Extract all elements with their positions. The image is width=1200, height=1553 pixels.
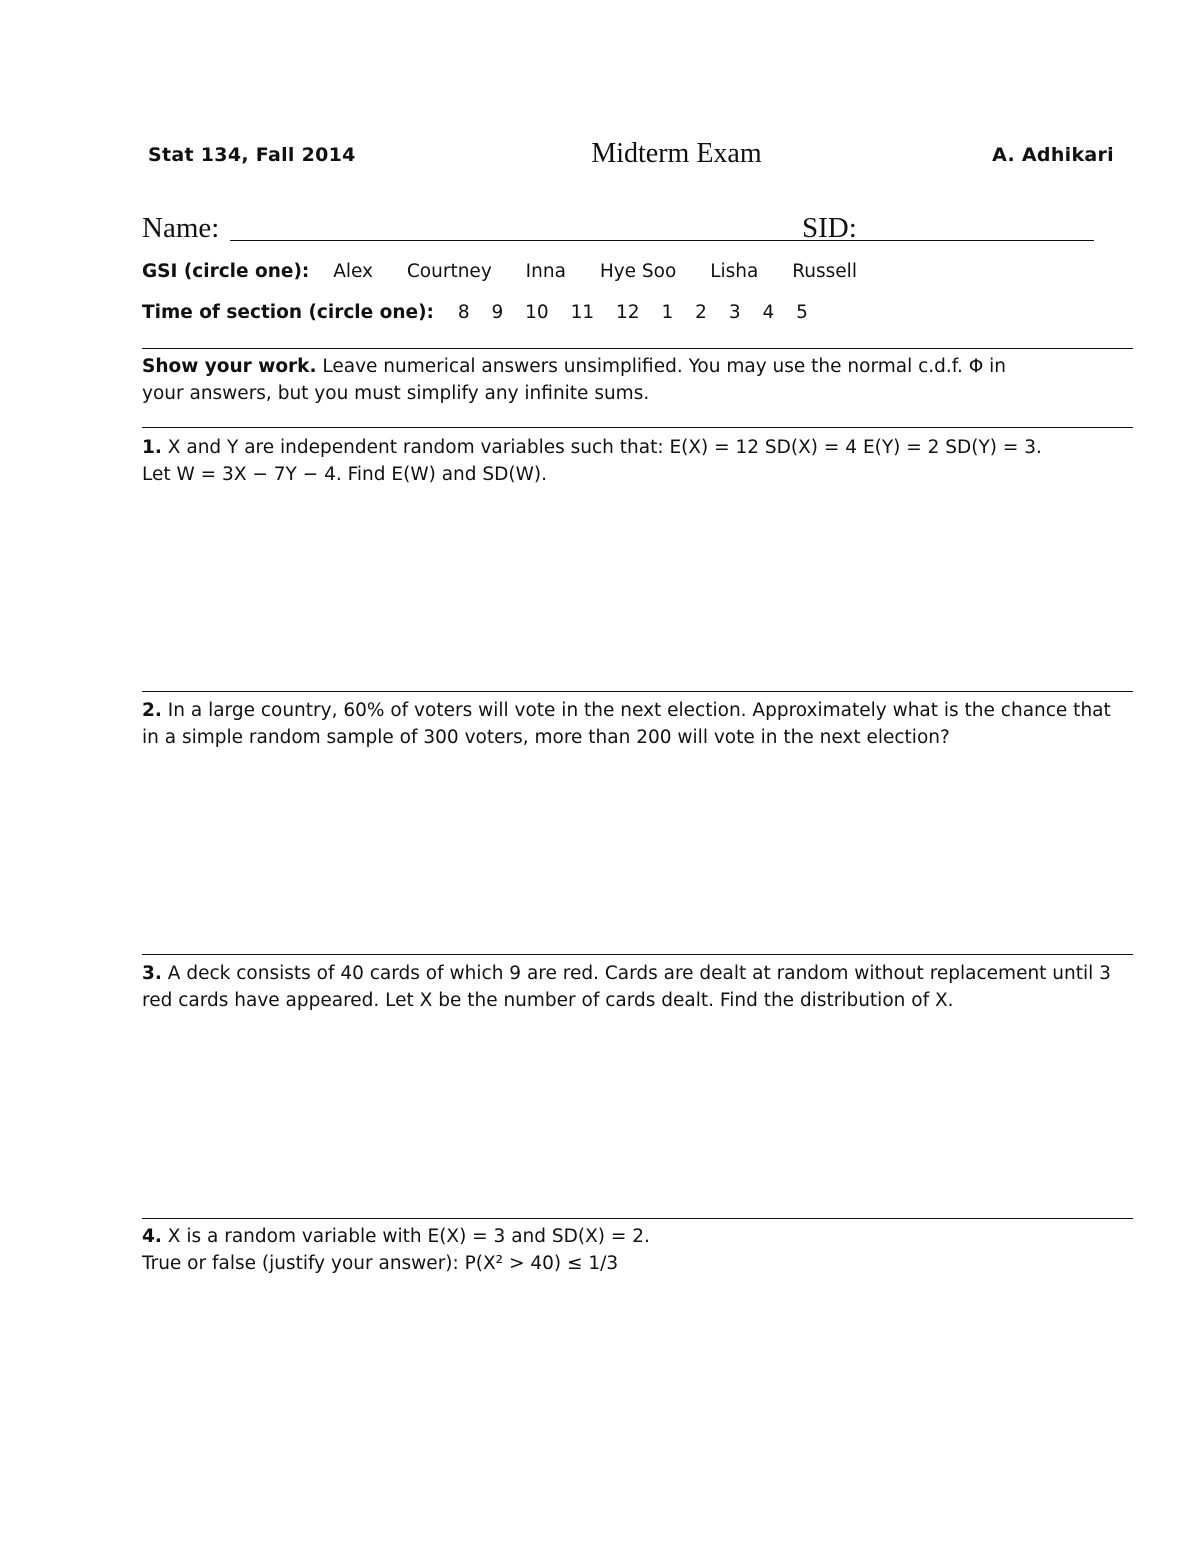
instructions-text-2: your answers, but you must simplify any infinite sums. <box>142 383 650 404</box>
question-4-text-2: True or false (justify your answer): P(X² > 40) ≤ 1/3 <box>142 1253 619 1274</box>
section-time-label: Time of section (circle one): <box>142 302 434 323</box>
divider <box>142 427 1133 428</box>
question-4 <box>142 1223 1133 1277</box>
exam-title: Midterm Exam <box>591 138 762 169</box>
question-4-text-1: X is a random variable with E(X) = 3 and SD(X) = 2. <box>167 1226 650 1247</box>
section-time-option[interactable]: 11 <box>570 302 595 323</box>
answer-area-2[interactable] <box>142 758 1133 943</box>
sid-label: SID: <box>802 212 857 244</box>
divider <box>142 1218 1133 1219</box>
section-time-option[interactable]: 5 <box>796 302 808 323</box>
section-time-option[interactable]: 9 <box>491 302 504 323</box>
sid-field[interactable] <box>872 240 1094 241</box>
gsi-option-russell[interactable]: Russell <box>792 261 857 282</box>
instructions-text-1: Leave numerical answers unsimplified. You may use the normal c.d.f. Φ in <box>322 356 1007 377</box>
instructor-name: A. Adhikari <box>992 144 1114 166</box>
question-1-text-1: X and Y are independent random variables such that: E(X) = 12 SD(X) = 4 E(Y) = 2 SD(Y) = 3. <box>167 437 1042 458</box>
instructions-bold: Show your work. <box>142 356 317 377</box>
divider <box>142 348 1133 349</box>
question-number: 2. <box>142 700 162 721</box>
section-time-option[interactable]: 2 <box>695 302 707 323</box>
question-number: 1. <box>142 437 162 458</box>
divider <box>142 691 1133 692</box>
section-time-option[interactable]: 8 <box>457 302 470 323</box>
question-1-text-2: Let W = 3X − 7Y − 4. Find E(W) and SD(W). <box>142 464 547 485</box>
section-time-option[interactable]: 4 <box>762 302 775 323</box>
section-time-option[interactable]: 1 <box>661 302 674 323</box>
question-number: 4. <box>142 1226 162 1247</box>
section-time-option[interactable]: 12 <box>616 302 640 323</box>
instructions-line-1 <box>142 353 1133 380</box>
question-number: 3. <box>142 963 162 984</box>
answer-area-4[interactable] <box>142 1284 1133 1504</box>
gsi-label: GSI (circle one): <box>142 261 310 282</box>
gsi-option-inna[interactable]: Inna <box>525 261 566 282</box>
divider <box>142 954 1133 955</box>
section-time-row <box>142 302 824 323</box>
question-1 <box>142 434 1133 488</box>
question-3-text-2: red cards have appeared. Let X be the number of cards dealt. Find the distribution of X. <box>142 990 954 1011</box>
gsi-row <box>142 261 885 282</box>
gsi-option-courtney[interactable]: Courtney <box>406 261 492 282</box>
gsi-option-alex[interactable]: Alex <box>333 261 373 282</box>
answer-area-1[interactable] <box>142 495 1133 680</box>
question-3-text-1: A deck consists of 40 cards of which 9 are red. Cards are dealt at random without replacement until 3 <box>167 963 1111 984</box>
course-label: Stat 134, Fall 2014 <box>148 144 356 166</box>
question-2-text-2: in a simple random sample of 300 voters, more than 200 will vote in the next election? <box>142 727 950 748</box>
question-2-text-1: In a large country, 60% of voters will vote in the next election. Approximately what is the chance that <box>167 700 1111 721</box>
question-3 <box>142 960 1133 1014</box>
name-label: Name: <box>142 212 220 244</box>
question-2 <box>142 697 1133 751</box>
gsi-option-lisha[interactable]: Lisha <box>710 261 759 282</box>
section-time-option[interactable]: 10 <box>525 302 549 323</box>
section-time-option[interactable]: 3 <box>728 302 741 323</box>
student-info-row <box>142 212 1102 248</box>
answer-area-3[interactable] <box>142 1021 1133 1206</box>
instructions <box>142 353 1133 407</box>
gsi-option-hye-soo[interactable]: Hye Soo <box>599 261 677 282</box>
